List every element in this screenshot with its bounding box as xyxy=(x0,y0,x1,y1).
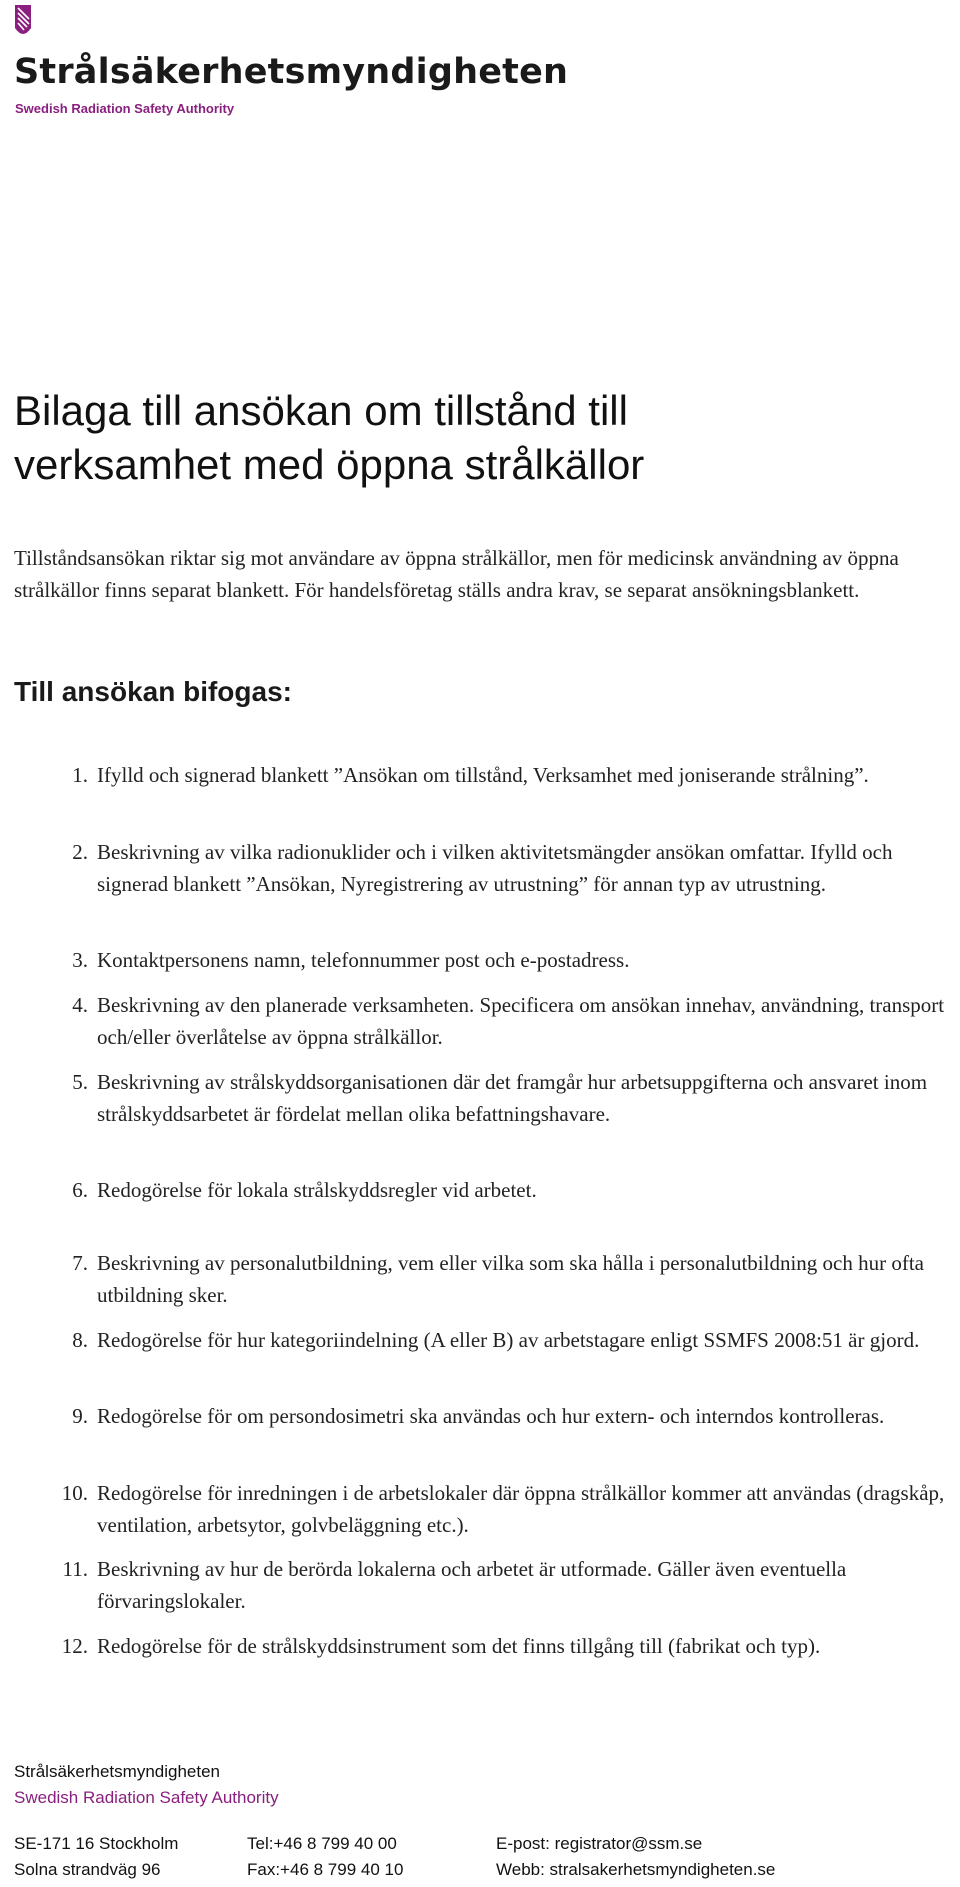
title-line-2: verksamhet med öppna strålkällor xyxy=(14,441,645,488)
list-item-text: Redogörelse för om persondosimetri ska användas och hur extern- och interndos kontrolleras. xyxy=(97,1404,885,1428)
document-title xyxy=(14,384,934,492)
title-line-1: Bilaga till ansökan om tillstånd till xyxy=(14,387,628,434)
footer-postal: SE-171 16 Stockholm xyxy=(14,1834,179,1853)
intro-paragraph: Tillståndsansökan riktar sig mot användare av öppna strålkällor, men för medicinsk användning av öppna strålkällor finns separat blankett. För handelsföretag ställs andra krav, se separat ansökningsblankett. xyxy=(14,546,899,602)
footer-org xyxy=(14,1759,279,1811)
list-item-number: 7. xyxy=(72,1251,88,1275)
list-item-number: 11. xyxy=(62,1557,88,1581)
list-item-number: 4. xyxy=(72,993,88,1017)
footer-email-link[interactable]: E-post: registrator@ssm.se xyxy=(496,1834,703,1853)
list-item-text: Redogörelse för de strålskyddsinstrument som det finns tillgång till (fabrikat och typ). xyxy=(97,1634,821,1658)
footer-address xyxy=(14,1831,178,1883)
list-item-text: Beskrivning av den planerade verksamheten. Specificera om ansökan innehav, användning, transport och/eller överlåtelse av öppna strålkällor. xyxy=(97,993,945,1049)
footer-org-name-en: Swedish Radiation Safety Authority xyxy=(14,1788,279,1807)
list-item-number: 3. xyxy=(72,948,88,972)
footer-contact xyxy=(496,1831,775,1883)
list-item-text: Beskrivning av hur de berörda lokalerna och arbetet är utformade. Gäller även eventuella förvaringslokaler. xyxy=(97,1557,847,1613)
list-item-number: 5. xyxy=(72,1070,88,1094)
org-name: Strålsäkerhetsmyndigheten xyxy=(14,52,569,92)
list-item-number: 8. xyxy=(72,1328,88,1352)
list-item-text: Kontaktpersonens namn, telefonnummer post och e-postadress. xyxy=(97,948,630,972)
ssm-shield-stripes-icon xyxy=(14,4,32,42)
list-item-text: Redogörelse för lokala strålskyddsregler vid arbetet. xyxy=(97,1178,537,1202)
list-item-text: Beskrivning av strålskyddsorganisationen där det framgår hur arbetsuppgifterna och ansvaret inom strålskyddsarbetet är fördelat mellan olika befattningshavare. xyxy=(97,1070,928,1126)
section-heading: Till ansökan bifogas: xyxy=(14,676,292,707)
footer-web-link[interactable]: Webb: stralsakerhetsmyndigheten.se xyxy=(496,1860,776,1879)
list-item-number: 2. xyxy=(72,840,88,864)
list-item-number: 10. xyxy=(61,1481,88,1505)
list-item-number: 1. xyxy=(72,763,88,787)
list-item-number: 9. xyxy=(72,1404,88,1428)
footer-fax: Fax:+46 8 799 40 10 xyxy=(247,1860,404,1879)
list-item-text: Beskrivning av vilka radionuklider och i vilken aktivitetsmängder ansökan omfattar. Ifylld och signerad blankett ”Ansökan, Nyregistrering av utrustning” för annan typ av utrustning. xyxy=(97,840,893,896)
footer-org-name: Strålsäkerhetsmyndigheten xyxy=(14,1762,221,1781)
list-item-number: 12. xyxy=(61,1634,88,1658)
footer-phone xyxy=(247,1831,403,1883)
footer-street: Solna strandväg 96 xyxy=(14,1860,161,1879)
org-subtitle: Swedish Radiation Safety Authority xyxy=(15,101,235,116)
list-item-text: Redogörelse för inredningen i de arbetslokaler där öppna strålkällor kommer att användas (dragskåp, ventilation, arbetsytor, golvbeläggning etc.). xyxy=(97,1481,945,1537)
footer-tel: Tel:+46 8 799 40 00 xyxy=(247,1834,397,1853)
list-item-text: Redogörelse för hur kategoriindelning (A eller B) av arbetstagare enligt SSMFS 2008:51 är gjord. xyxy=(97,1328,920,1352)
list-item-text: Ifylld och signerad blankett ”Ansökan om tillstånd, Verksamhet med joniserande strålning”. xyxy=(97,763,869,787)
list-item-text: Beskrivning av personalutbildning, vem eller vilka som ska hålla i personalutbildning och hur ofta utbildning sker. xyxy=(97,1251,924,1307)
list-item-number: 6. xyxy=(72,1178,88,1202)
